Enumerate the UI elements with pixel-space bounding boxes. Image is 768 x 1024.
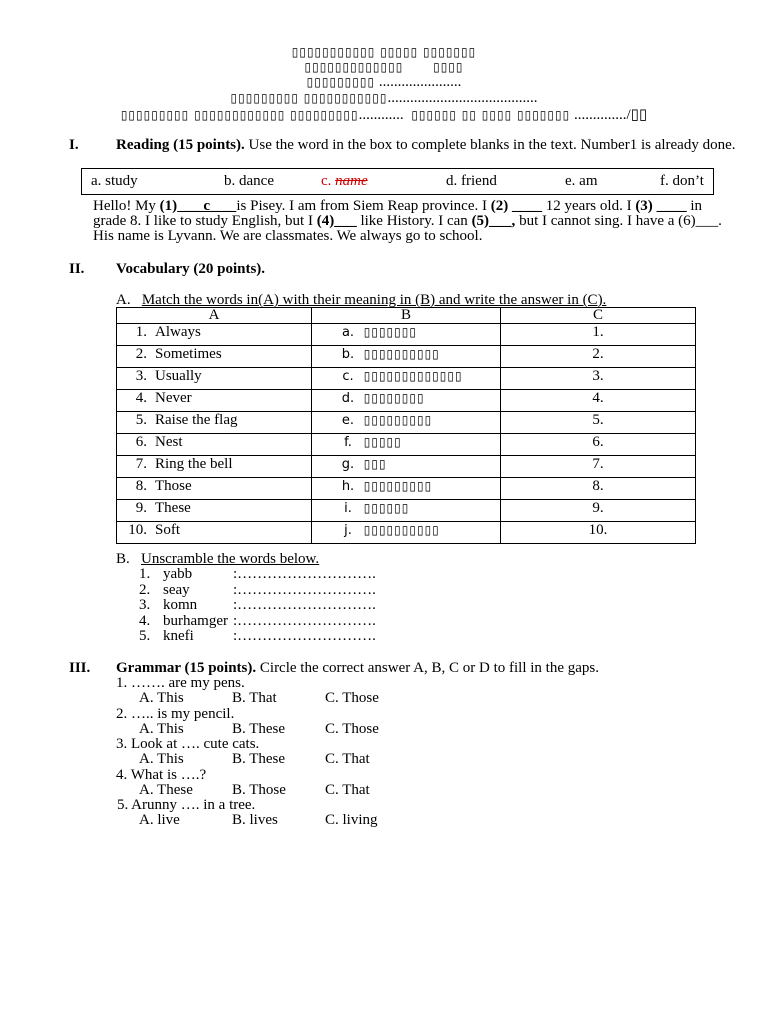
cell-meaning: j. ▯▯▯▯▯▯▯▯▯▯	[312, 522, 501, 544]
word-option-b: b. dance	[224, 173, 274, 189]
cell-answer[interactable]: 10.	[501, 522, 696, 544]
answer-option-a[interactable]: A. This	[139, 720, 184, 737]
word-option-e: e. am	[565, 173, 598, 189]
answer-option-c[interactable]: C. Those	[325, 690, 379, 706]
table-row	[117, 434, 696, 456]
cell-meaning: b. ▯▯▯▯▯▯▯▯▯▯	[312, 346, 501, 368]
blank-4: (4)___	[316, 213, 357, 229]
matching-table	[116, 307, 696, 544]
word-option-c: c. name	[321, 173, 368, 189]
cell-word: 6. Nest	[117, 434, 312, 456]
student-name-blank: ........................................	[387, 90, 538, 106]
header-line-5	[0, 105, 768, 124]
answer-option-b[interactable]: B. Those	[232, 781, 286, 798]
answer-option-a[interactable]: A. These	[139, 781, 193, 798]
cell-answer[interactable]: 8.	[501, 478, 696, 500]
cell-word: 7. Ring the bell	[117, 456, 312, 478]
unscramble-item: 3. komn :……………………….	[139, 597, 376, 613]
cell-word: 3. Usually	[117, 368, 312, 390]
answer-option-c[interactable]: C. That	[325, 751, 370, 768]
cell-word: 10. Soft	[117, 522, 312, 544]
cell-answer[interactable]: 1.	[501, 324, 696, 346]
question-text: 3. Look at …. cute cats.	[116, 736, 260, 753]
cell-word: 1. Always	[117, 324, 312, 346]
unscramble-item: 1. yabb :……………………….	[139, 566, 376, 582]
table-row	[117, 368, 696, 390]
cell-answer[interactable]: 6.	[501, 434, 696, 456]
school-name: ▯▯▯▯▯▯▯▯▯▯▯ ▯▯▯▯▯ ▯▯▯▯▯▯▯	[291, 45, 477, 59]
section-1-number: I.	[69, 137, 79, 153]
answer-option-c[interactable]: C. Those	[325, 720, 379, 737]
cell-word: 5. Raise the flag	[117, 412, 312, 434]
blank-1: ___c___	[177, 198, 237, 214]
column-a-header: A	[117, 308, 312, 324]
class-blank: ............	[358, 107, 404, 123]
subject-blank: ......................	[378, 74, 462, 90]
section-3-number: III.	[69, 660, 91, 676]
part-a-instruction: Match the words in(A) with their meaning in (B) and write the answer in (C).	[141, 292, 607, 308]
column-c-header: C	[501, 308, 696, 324]
table-row	[117, 500, 696, 522]
cell-meaning: i. ▯▯▯▯▯▯	[312, 500, 501, 522]
question-text: 5. Arunny …. in a tree.	[117, 797, 256, 814]
section-1-heading	[116, 137, 736, 154]
cell-answer[interactable]: 4.	[501, 390, 696, 412]
answer-option-c[interactable]: C. living	[325, 812, 378, 829]
cell-answer[interactable]: 2.	[501, 346, 696, 368]
word-option-f: f. don’t	[660, 173, 704, 189]
cell-word: 4. Never	[117, 390, 312, 412]
question-text: 4. What is ….?	[116, 766, 207, 783]
section-3-instruction: Circle the correct answer A, B, C or D to fill in the gaps.	[259, 660, 599, 676]
cell-answer[interactable]: 5.	[501, 412, 696, 434]
unscramble-item: 2. seay :……………………….	[139, 581, 376, 598]
blank-3: ____	[652, 198, 687, 214]
unscramble-item: 4. burhamger :……………………….	[139, 612, 376, 629]
blank-5: (5)___,	[471, 213, 516, 229]
cell-answer[interactable]: 7.	[501, 456, 696, 478]
exam-year: ▯▯▯▯	[433, 60, 464, 74]
word-option-d: d. friend	[446, 173, 497, 189]
cell-word: 8. Those	[117, 478, 312, 500]
part-a-heading: A. Match the words in(A) with their meaning in (B) and write the answer in (C).	[116, 292, 607, 308]
cell-word: 2. Sometimes	[117, 346, 312, 368]
cell-word: 9. These	[117, 500, 312, 522]
class-label: ▯▯▯▯▯▯▯▯▯ ▯▯▯▯▯▯▯▯▯▯▯▯ ▯▯▯▯▯▯▯▯▯	[120, 108, 359, 122]
word-box	[81, 168, 714, 195]
question-text: 2. ….. is my pencil.	[116, 705, 235, 722]
answer-option-a[interactable]: A. live	[139, 812, 180, 829]
answer-blank: :……………………….	[233, 612, 376, 629]
answer-blank: :……………………….	[233, 581, 376, 598]
table-header-row	[117, 308, 696, 324]
section-2-title: Vocabulary (20 points).	[116, 261, 266, 277]
answer-option-b[interactable]: B. lives	[232, 812, 278, 829]
column-b-header: B	[312, 308, 501, 324]
answer-blank: :……………………….	[233, 597, 376, 613]
table-row	[117, 522, 696, 544]
subject-label: ▯▯▯▯▯▯▯▯▯	[306, 75, 376, 89]
cell-answer[interactable]: 9.	[501, 500, 696, 522]
answer-option-a[interactable]: A. This	[139, 690, 184, 706]
cell-meaning: g. ▯▯▯	[312, 456, 501, 478]
answer-option-b[interactable]: B. That	[232, 690, 277, 706]
cell-meaning: c. ▯▯▯▯▯▯▯▯▯▯▯▯▯	[312, 368, 501, 390]
unscramble-item: 5. knefi :……………………….	[139, 628, 376, 644]
answer-blank: :……………………….	[233, 628, 376, 644]
cell-answer[interactable]: 3.	[501, 368, 696, 390]
part-b-heading: B. Unscramble the words below.	[116, 551, 320, 567]
reading-passage: Hello! My (1) ___c___ is Pisey. I am from Siem Reap province. I (2) ____ 12 years old. I (3) ____ in grade 8. I like to study English, but I (4)___ like History. I can (5)___, but I cannot sing. I have a (6)___. His name is Lyvann. We are classmates. We always go to school.	[93, 198, 722, 244]
answer-option-b[interactable]: B. These	[232, 720, 286, 737]
table-row	[117, 478, 696, 500]
word-option-a: a. study	[91, 173, 138, 189]
answer-option-a[interactable]: A. This	[139, 751, 184, 768]
table-row	[117, 456, 696, 478]
answer-option-c[interactable]: C. That	[325, 781, 370, 798]
student-name-label: ▯▯▯▯▯▯▯▯▯ ▯▯▯▯▯▯▯▯▯▯▯	[230, 91, 388, 105]
cell-meaning: e. ▯▯▯▯▯▯▯▯▯	[312, 412, 501, 434]
section-1-title: Reading (15 points).	[116, 137, 245, 153]
exam-title: ▯▯▯▯▯▯▯▯▯▯▯▯▯	[304, 60, 404, 74]
section-2-number: II.	[69, 261, 85, 277]
answer-blank: :……………………….	[233, 566, 376, 582]
cell-meaning: d. ▯▯▯▯▯▯▯▯	[312, 390, 501, 412]
cell-meaning: a. ▯▯▯▯▯▯▯	[312, 324, 501, 346]
header-line-3	[0, 74, 768, 91]
table-row	[117, 412, 696, 434]
table-row	[117, 390, 696, 412]
question-text: 1. ……. are my pens.	[116, 675, 245, 691]
section-1-instruction: Use the word in the box to complete blanks in the text. Number1 is already done.	[248, 137, 736, 153]
section-3-title: Grammar (15 points).	[116, 660, 257, 676]
cell-meaning: f. ▯▯▯▯▯	[312, 434, 501, 456]
table-row	[117, 346, 696, 368]
part-b-instruction: Unscramble the words below.	[141, 551, 320, 567]
blank-2: ____	[508, 198, 542, 214]
date-blank: ............../▯▯	[573, 107, 648, 123]
cell-meaning: h. ▯▯▯▯▯▯▯▯▯	[312, 478, 501, 500]
used-word: name	[335, 173, 368, 189]
date-label: ▯▯▯▯▯▯ ▯▯ ▯▯▯▯ ▯▯▯▯▯▯▯	[411, 108, 571, 122]
table-row	[117, 324, 696, 346]
answer-option-b[interactable]: B. These	[232, 751, 286, 768]
